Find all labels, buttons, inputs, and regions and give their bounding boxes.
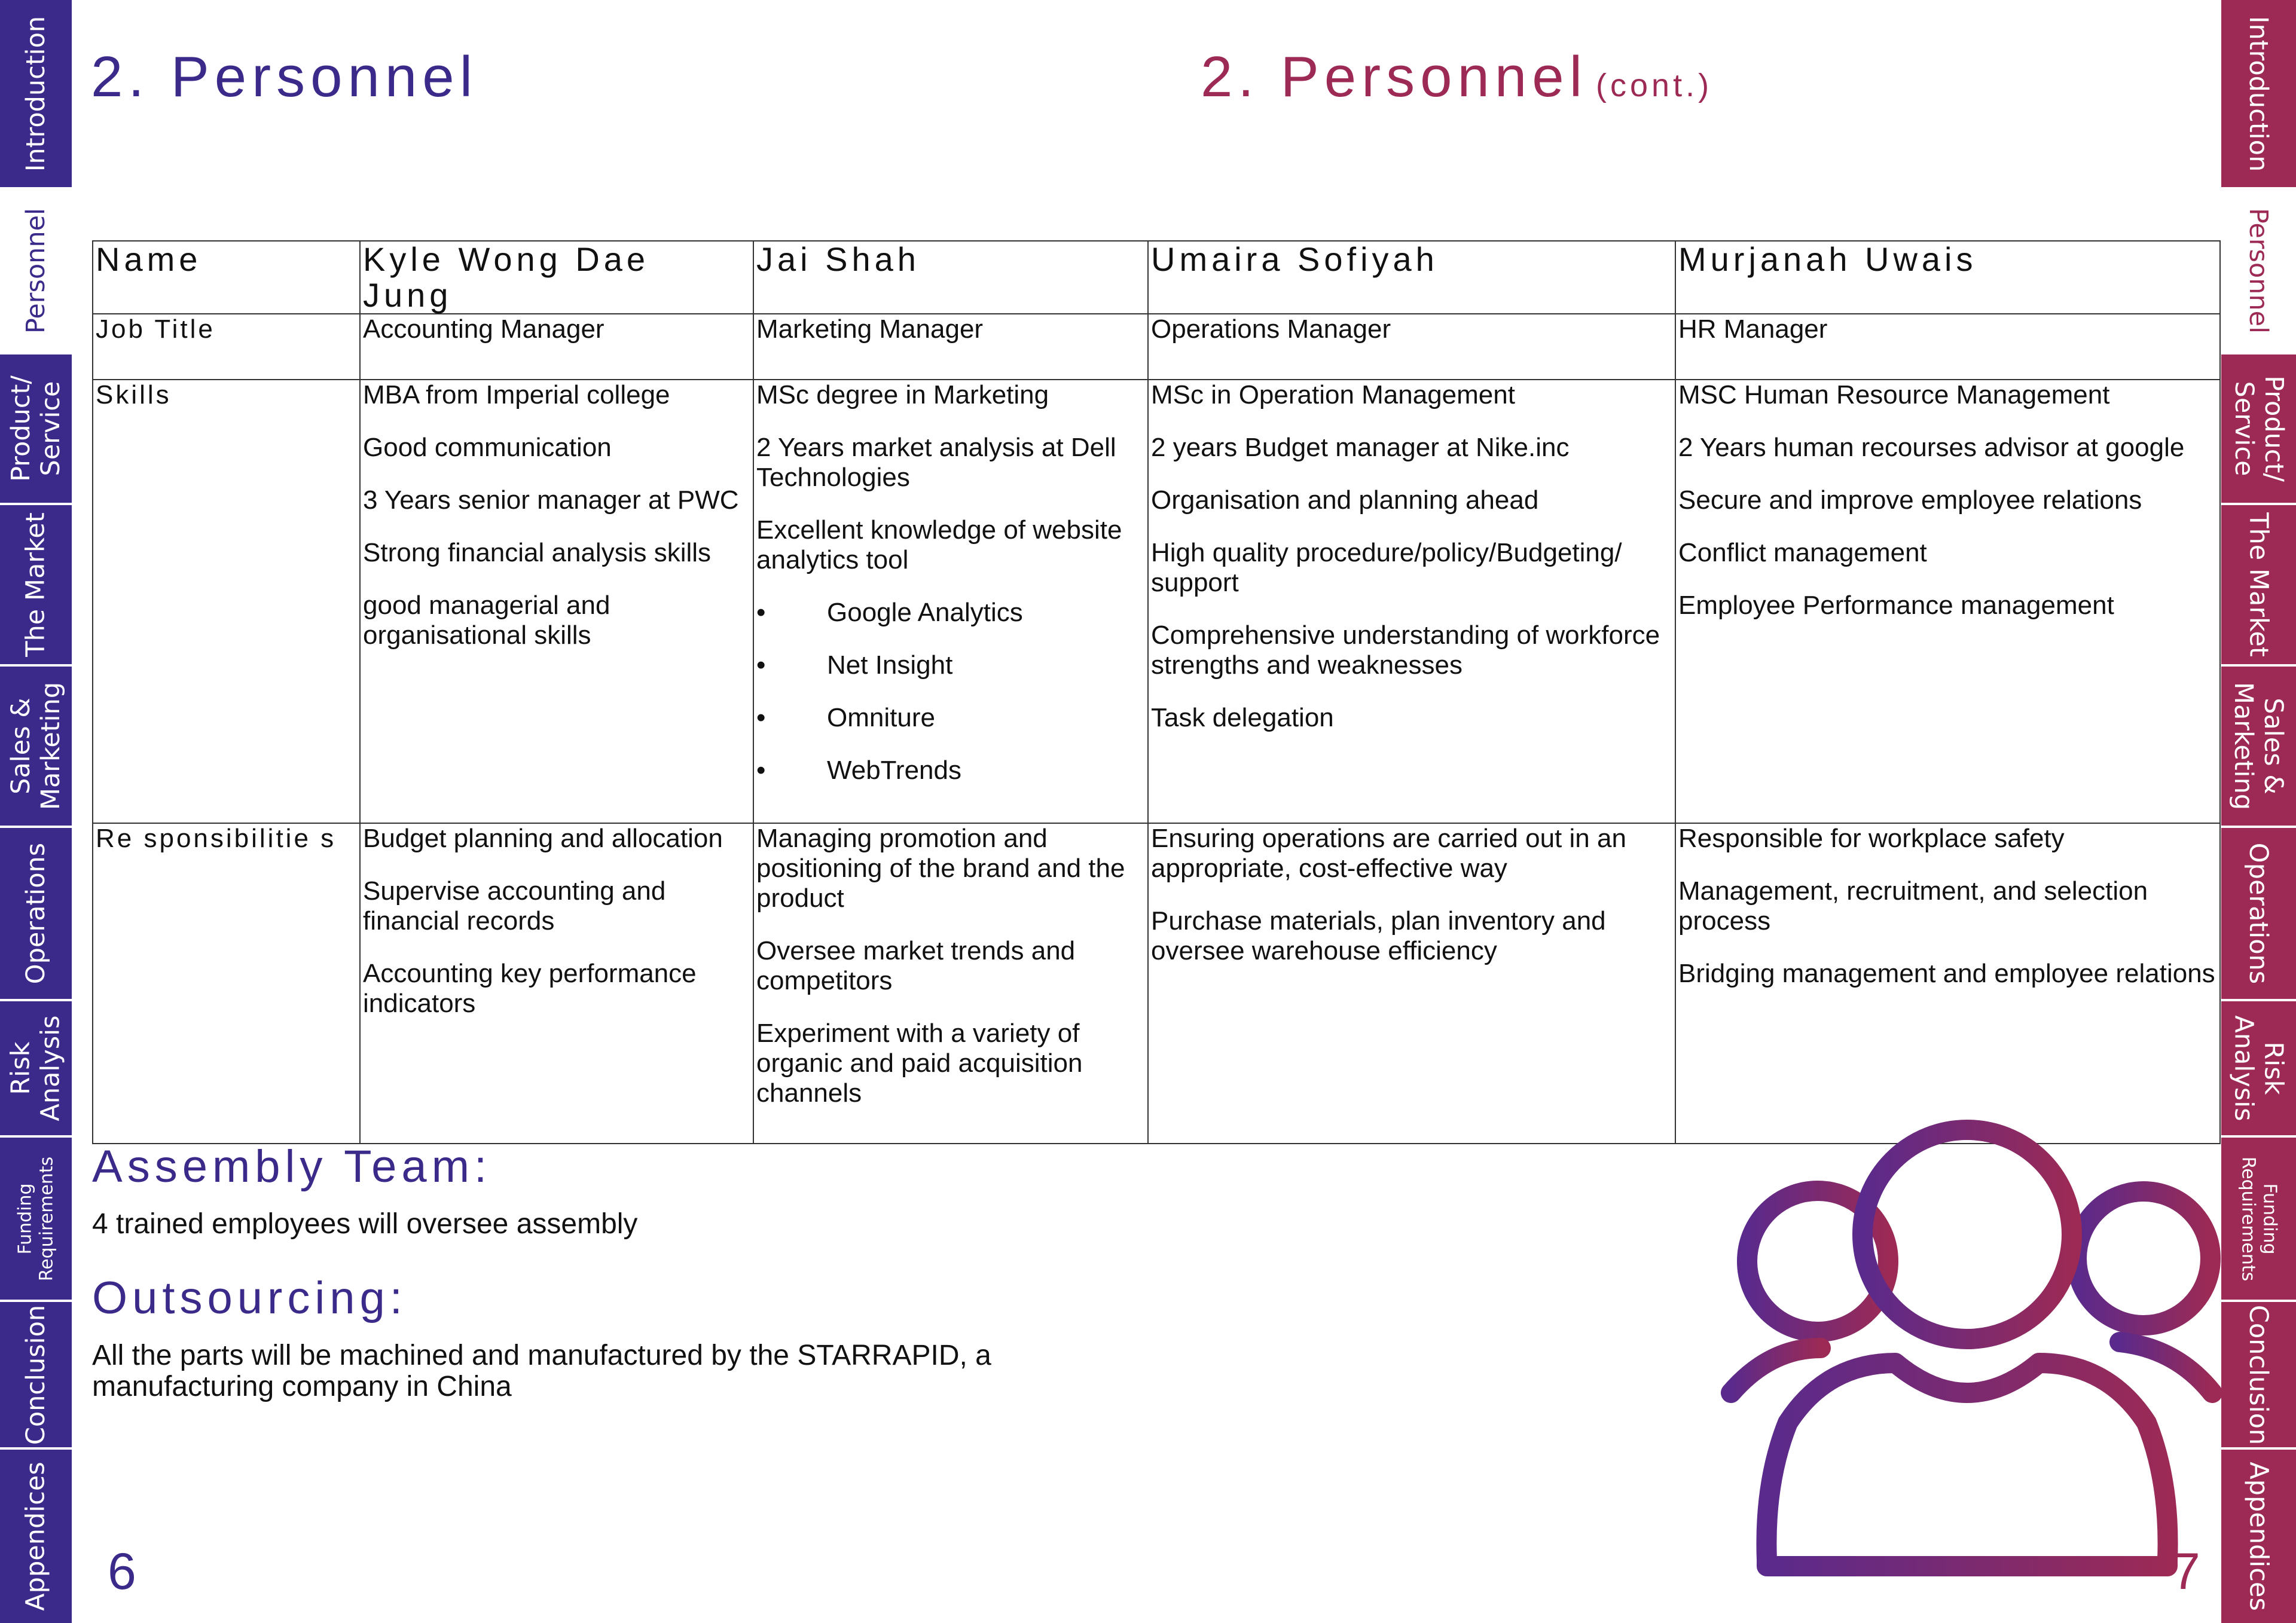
nav-right-operations[interactable]: Operations xyxy=(2221,828,2296,1001)
skill-item: Good communication xyxy=(363,433,612,462)
skill-item: 3 Years senior manager at PWC xyxy=(363,485,739,515)
job-title: Marketing Manager xyxy=(753,314,1148,380)
responsibility-item: Budget planning and allocation xyxy=(363,824,723,853)
skill-item: 2 years Budget manager at Nike.inc xyxy=(1151,433,1570,462)
skill-bullet-item: • WebTrends xyxy=(756,756,1145,785)
responsibilities-cell xyxy=(753,823,1148,1144)
nav-right-introduction[interactable]: Introduction xyxy=(2221,0,2296,189)
responsibility-item: Responsible for workplace safety xyxy=(1678,824,2065,853)
row-header-name: Name xyxy=(93,241,360,314)
outsourcing-heading: Outsourcing: xyxy=(92,1273,407,1324)
nav-right-risk-analysis[interactable]: Risk Analysis xyxy=(2221,1001,2296,1138)
page-number-left: 6 xyxy=(108,1543,136,1600)
page-number-right: 7 xyxy=(2172,1543,2200,1600)
responsibility-item: Ensuring operations are carried out in an appropriate, cost-effective way xyxy=(1151,824,1626,883)
responsibility-item: Managing promotion and positioning of the brand and the product xyxy=(756,824,1125,913)
nav-left-operations[interactable]: Operations xyxy=(0,828,72,1001)
nav-left-conclusion[interactable]: Conclusion xyxy=(0,1302,72,1450)
skills-cell xyxy=(753,380,1148,823)
skill-item: Comprehensive understanding of workforce strengths and weaknesses xyxy=(1151,621,1660,680)
skill-item: Organisation and planning ahead xyxy=(1151,485,1539,515)
title-suffix: (cont.) xyxy=(1596,68,1713,103)
person-name: Jai Shah xyxy=(753,241,1148,314)
table-row-name xyxy=(93,241,2220,314)
responsibilities-cell xyxy=(1148,823,1675,1144)
responsibility-item: Accounting key performance indicators xyxy=(363,959,697,1018)
nav-left-product-service[interactable]: Product/ Service xyxy=(0,354,72,505)
nav-left-appendices[interactable]: Appendices xyxy=(21,1462,51,1611)
job-title: HR Manager xyxy=(1675,314,2220,380)
skill-item: 2 Years market analysis at Dell Technologies xyxy=(756,433,1116,492)
skills-cell xyxy=(1148,380,1675,823)
personnel-table xyxy=(92,240,2221,1144)
responsibility-item: Supervise accounting and financial records xyxy=(363,876,666,936)
nav-left-introduction[interactable]: Introduction xyxy=(0,0,72,189)
skill-item: Strong financial analysis skills xyxy=(363,538,712,567)
skill-item: good managerial and organisational skills xyxy=(363,591,610,650)
skill-item: MSc degree in Marketing xyxy=(756,380,1049,409)
skill-item: Employee Performance management xyxy=(1678,591,2114,620)
people-group-icon xyxy=(1698,1112,2224,1602)
person-name: Umaira Sofiyah xyxy=(1148,241,1675,314)
nav-left-sales-marketing[interactable]: Sales & Marketing xyxy=(0,667,72,828)
skill-item: Secure and improve employee relations xyxy=(1678,485,2142,515)
page-title-right: 2. Personnel (cont.) xyxy=(1201,45,1713,109)
skill-item: Task delegation xyxy=(1151,703,1334,732)
outsourcing-text: All the parts will be machined and manufactured by the STARRAPID, a manufacturing company in China xyxy=(92,1340,991,1402)
nav-left-personnel[interactable]: Personnel xyxy=(0,189,72,354)
nav-right-personnel[interactable]: Personnel xyxy=(2221,189,2296,354)
nav-right-appendices[interactable]: Appendices xyxy=(2243,1462,2274,1611)
responsibilities-cell xyxy=(360,823,753,1144)
nav-right-funding-requirements[interactable]: Funding Requirements xyxy=(2221,1138,2296,1302)
skills-cell xyxy=(1675,380,2220,823)
person-name: Kyle Wong Dae Jung xyxy=(360,241,753,314)
left-side-nav xyxy=(0,0,72,1623)
skill-item: MBA from Imperial college xyxy=(363,380,670,409)
table-row-responsibilities xyxy=(93,823,2220,1144)
row-header-responsibilities: Re sponsibilitie s xyxy=(93,823,360,1144)
skill-item: MSC Human Resource Management xyxy=(1678,380,2110,409)
skill-item: High quality procedure/policy/Budgeting/ support xyxy=(1151,538,1622,597)
right-side-nav xyxy=(2221,0,2296,1623)
assembly-text: 4 trained employees will oversee assembly xyxy=(92,1208,638,1240)
job-title: Accounting Manager xyxy=(360,314,753,380)
responsibility-item: Oversee market trends and competitors xyxy=(756,936,1076,995)
skill-item: Conflict management xyxy=(1678,538,1927,567)
responsibility-item: Management, recruitment, and selection process xyxy=(1678,876,2148,936)
table-row-job-title xyxy=(93,314,2220,380)
assembly-heading: Assembly Team: xyxy=(92,1141,492,1192)
page-title-left: 2. Personnel xyxy=(91,45,478,109)
nav-right-sales-marketing[interactable]: Sales & Marketing xyxy=(2221,667,2296,828)
skill-item: 2 Years human recourses advisor at google xyxy=(1678,433,2185,462)
person-name: Murjanah Uwais xyxy=(1675,241,2220,314)
row-header-job-title: Job Title xyxy=(93,314,360,380)
nav-right-conclusion[interactable]: Conclusion xyxy=(2221,1302,2296,1450)
responsibilities-cell xyxy=(1675,823,2220,1144)
nav-right-the-market[interactable]: The Market xyxy=(2221,505,2296,667)
job-title: Operations Manager xyxy=(1148,314,1675,380)
skills-cell xyxy=(360,380,753,823)
skill-item: MSc in Operation Management xyxy=(1151,380,1515,409)
nav-left-risk-analysis[interactable]: Risk Analysis xyxy=(0,1001,72,1138)
nav-left-funding-requirements[interactable]: Funding Requirements xyxy=(0,1138,72,1302)
responsibility-item: Purchase materials, plan inventory and oversee warehouse efficiency xyxy=(1151,906,1606,965)
nav-left-the-market[interactable]: The Market xyxy=(0,505,72,667)
responsibility-item: Experiment with a variety of organic and paid acquisition channels xyxy=(756,1019,1083,1108)
skill-bullet-item: • Net Insight xyxy=(756,650,1145,680)
nav-right-product-service[interactable]: Product/ Service xyxy=(2221,354,2296,505)
skill-bullet-item: • Google Analytics xyxy=(756,598,1145,628)
responsibility-item: Bridging management and employee relations xyxy=(1678,959,2215,988)
table-row-skills xyxy=(93,380,2220,823)
skill-item: Excellent knowledge of website analytics tool xyxy=(756,515,1122,574)
skill-bullet-item: • Omniture xyxy=(756,703,1145,733)
row-header-skills: Skills xyxy=(93,380,360,823)
